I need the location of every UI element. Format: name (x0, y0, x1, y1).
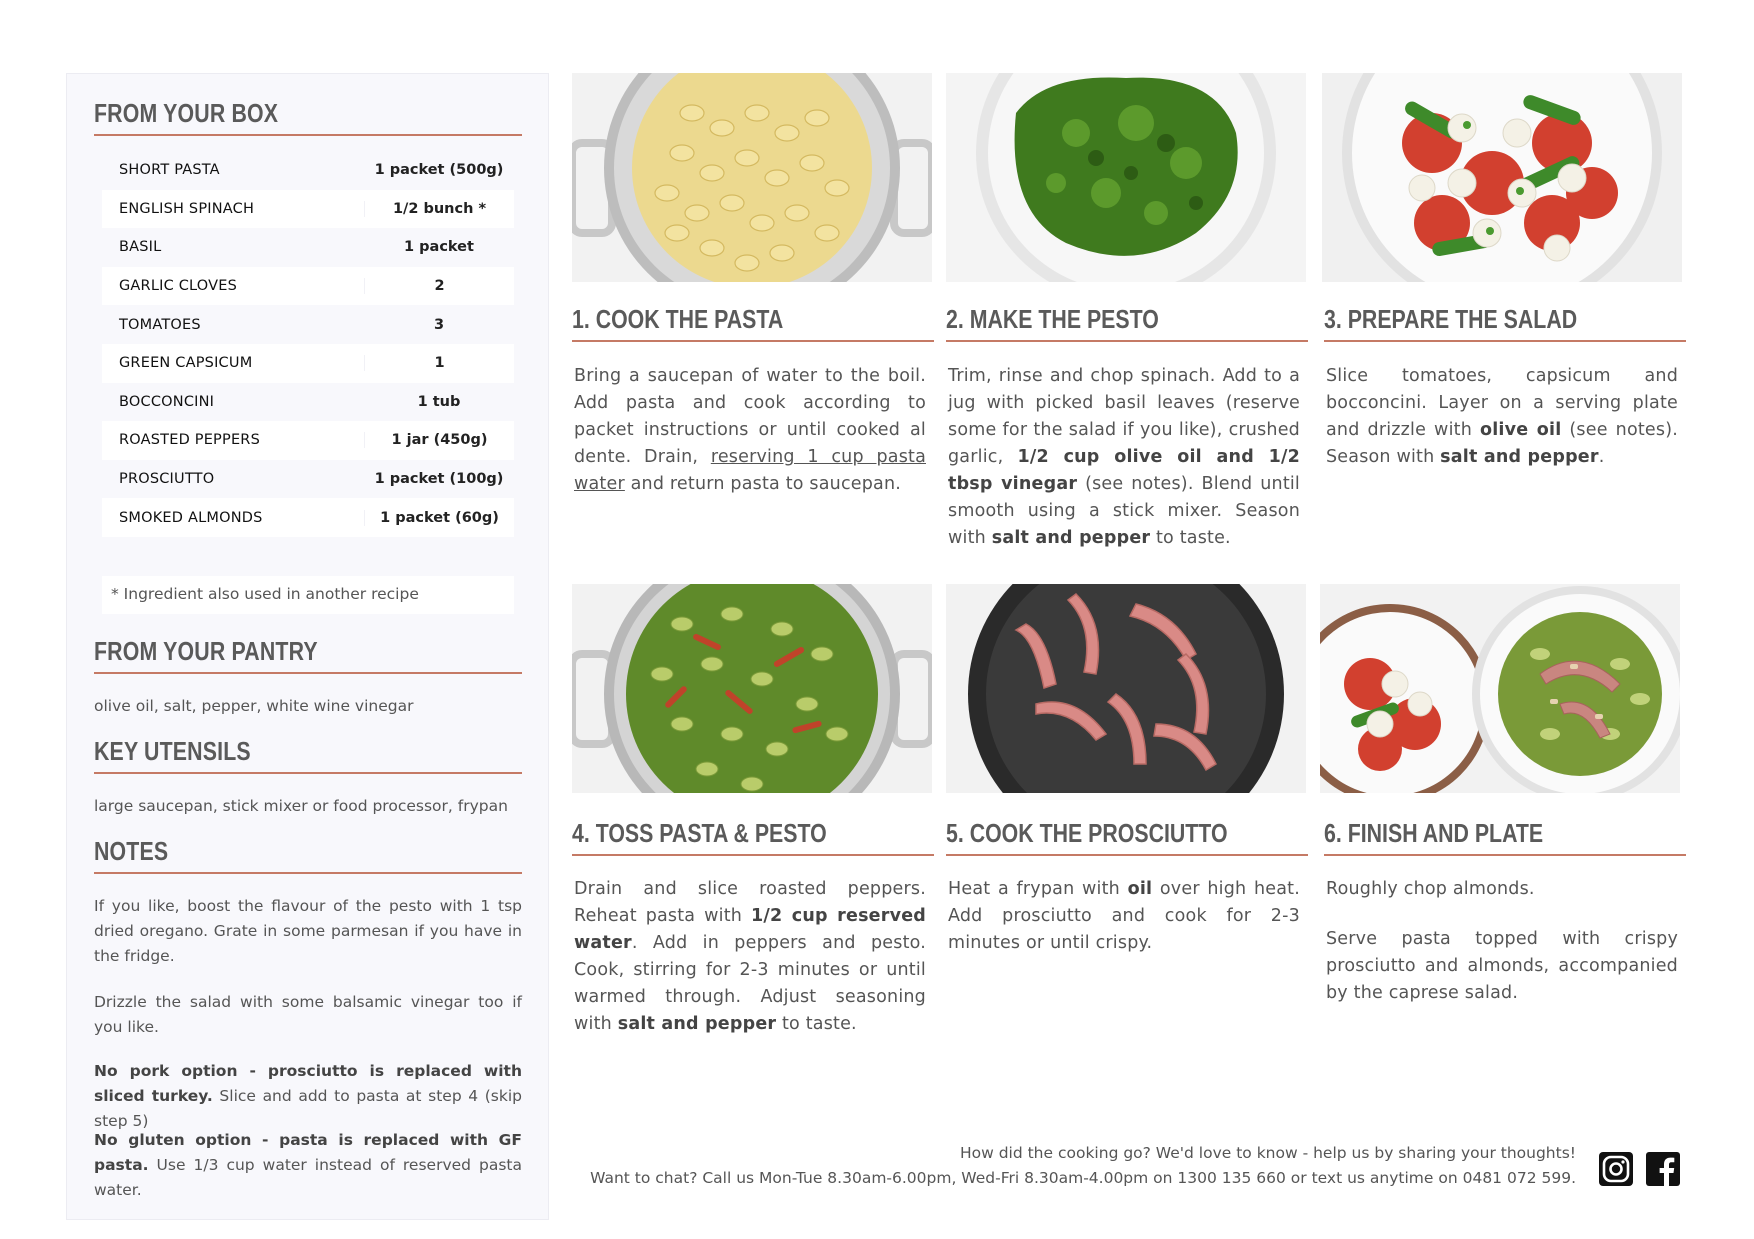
contact-info: Want to chat? Call us Mon-Tue 8.30am-6.00pm, Wed-Fri 8.30am-4.00pm on 1300 135 660 or text us anytime on 0481 072 599. (590, 1169, 1576, 1187)
step-bold-text: 1/2 cup olive oil and 1/2 tbsp vinegar (948, 447, 1300, 494)
step-bold-text: salt and pepper (617, 1014, 777, 1034)
pantry-heading: FROM YOUR PANTRY (94, 636, 318, 666)
step-text: over high heat. Add prosciutto and cook for 2-3 minutes or until crispy. (948, 879, 1300, 953)
pasta-pesto-pot-image (572, 584, 932, 793)
step-1-photo (572, 73, 932, 282)
pantry-list: olive oil, salt, pepper, white wine vinegar (94, 697, 414, 715)
note-paragraph (94, 1128, 522, 1203)
step-5-title: 5. COOK THE PROSCIUTTO (946, 818, 1228, 848)
step-bold-text: salt and pepper (991, 528, 1151, 548)
step-3-title: 3. PREPARE THE SALAD (1324, 304, 1578, 334)
step-text: to taste. (1150, 528, 1231, 548)
step-text: (see notes). Blend until smooth using a stick mixer. Season with (948, 474, 1300, 548)
ingredient-qty: 1 (364, 355, 514, 371)
note-paragraph (94, 1059, 522, 1134)
step-5-text (948, 876, 1300, 957)
step-3-text (1326, 363, 1678, 471)
step-bold-text: salt and pepper (1440, 447, 1599, 467)
note-paragraph: If you like, boost the flavour of the pesto with 1 tsp dried oregano. Grate in some parmesan if you have in the fridge. (94, 897, 522, 965)
step-bold-text: olive oil (1479, 420, 1562, 440)
step-1-title: 1. COOK THE PASTA (572, 304, 784, 334)
ingredient-qty: 1/2 bunch * (364, 201, 514, 217)
step-6-title: 6. FINISH AND PLATE (1324, 818, 1544, 848)
ingredient-qty: 1 packet (60g) (364, 510, 514, 526)
table-row (102, 421, 514, 460)
pesto-in-bowl-image (946, 73, 1306, 282)
note-paragraph: Drizzle the salad with some balsamic vinegar too if you like. (94, 993, 522, 1036)
instagram-icon[interactable] (1598, 1151, 1634, 1187)
step-6-photo (1320, 584, 1680, 793)
ingredient-qty: 1 tub (417, 393, 461, 410)
table-row (102, 383, 514, 422)
step-paragraph: Roughly chop almonds. (1326, 879, 1535, 899)
table-row (102, 460, 514, 499)
note-bold-text: No gluten option - pasta is replaced with GF pasta. (94, 1131, 522, 1174)
step-1-text (574, 363, 926, 498)
ingredient-qty: 2 (364, 278, 514, 294)
step-divider (1324, 854, 1686, 856)
step-3-photo (1322, 73, 1682, 282)
note-text: Use 1/3 cup water instead of reserved pasta water. (94, 1156, 522, 1199)
step-4-title: 4. TOSS PASTA & PESTO (572, 818, 827, 848)
step-paragraph: Serve pasta topped with crispy prosciutto and almonds, accompanied by the caprese salad. (1326, 929, 1678, 1003)
utensils-heading: KEY UTENSILS (94, 736, 251, 766)
table-row (102, 305, 514, 344)
heading-divider (94, 672, 522, 674)
ingredient-qty: 1 packet (404, 239, 474, 256)
step-text: Drain and slice roasted peppers. Reheat pasta with (574, 879, 926, 926)
step-4-text (574, 876, 926, 1038)
step-text: Slice tomatoes, capsicum and bocconcini. Layer on a serving plate and drizzle with (1326, 366, 1678, 440)
ingredient-footnote: * Ingredient also used in another recipe (102, 576, 514, 614)
ingredient-qty: 1 jar (450g) (364, 432, 514, 448)
ingredient-name: TOMATOES (119, 316, 201, 333)
step-text: Trim, rinse and chop spinach. Add to a jug with picked basil leaves (reserve some for the salad if you like), crushed garlic, (948, 366, 1300, 467)
prosciutto-in-frypan-image (946, 584, 1306, 793)
ingredients-table (102, 151, 514, 537)
heading-divider (94, 872, 522, 874)
note-bold-text: No pork option - prosciutto is replaced with sliced turkey. (94, 1062, 522, 1105)
ingredient-name: GARLIC CLOVES (119, 278, 238, 295)
step-divider (572, 340, 934, 342)
feedback-prompt: How did the cooking go? We'd love to know - help us by sharing your thoughts! (959, 1144, 1576, 1162)
ingredient-name: SHORT PASTA (119, 162, 220, 179)
ingredient-name: GREEN CAPSICUM (119, 355, 253, 372)
step-2-photo (946, 73, 1306, 282)
pasta-in-colander-image (572, 73, 932, 282)
step-divider (946, 340, 1308, 342)
ingredient-name: SMOKED ALMONDS (119, 509, 263, 526)
table-row (102, 228, 514, 267)
ingredients-sidebar (66, 73, 549, 1220)
ingredient-qty: 3 (433, 316, 445, 333)
ingredient-name: ROASTED PEPPERS (119, 432, 260, 449)
ingredient-qty: 1 packet (500g) (374, 162, 504, 179)
step-bold-text: 1/2 cup reserved water (574, 906, 926, 953)
step-divider (946, 854, 1308, 856)
heading-divider (94, 134, 522, 136)
ingredient-name: PROSCIUTTO (119, 471, 215, 488)
step-text: Bring a saucepan of water to the boil. Add pasta and cook according to packet instructions or until cooked al dente. Drain, (574, 366, 926, 467)
ingredient-qty: 1 packet (100g) (374, 471, 504, 488)
step-2-title: 2. MAKE THE PESTO (946, 304, 1159, 334)
heading-divider (94, 772, 522, 774)
step-text: (see notes). Season with (1326, 420, 1679, 467)
utensils-list: large saucepan, stick mixer or food processor, frypan (94, 797, 508, 815)
ingredient-name: ENGLISH SPINACH (119, 200, 255, 217)
table-row (102, 151, 514, 190)
step-divider (1324, 340, 1686, 342)
table-row (102, 190, 514, 229)
table-row (102, 498, 514, 537)
step-underlined-text: reserving 1 cup pasta water (574, 447, 926, 494)
step-text: to taste. (776, 1014, 857, 1034)
table-row (102, 344, 514, 383)
step-bold-text: oil (1127, 879, 1153, 899)
table-row (102, 267, 514, 306)
step-divider (572, 854, 934, 856)
step-4-photo (572, 584, 932, 793)
step-6-text (1326, 876, 1678, 1007)
step-text: . Add in peppers and pesto. Cook, stirring for 2-3 minutes or until warmed through. Adjust seasoning with (574, 933, 926, 1034)
notes-heading: NOTES (94, 836, 169, 866)
step-5-photo (946, 584, 1306, 793)
facebook-icon[interactable] (1645, 1151, 1681, 1187)
step-2-text (948, 363, 1300, 552)
from-your-box-heading: FROM YOUR BOX (94, 98, 279, 128)
step-text: Heat a frypan with (948, 879, 1128, 899)
step-text: . (1598, 447, 1605, 467)
ingredient-name: BOCCONCINI (119, 393, 215, 410)
note-text: Slice and add to pasta at step 4 (skip step 5) (94, 1087, 523, 1130)
plated-pasta-and-salad-image (1320, 584, 1680, 793)
caprese-salad-image (1322, 73, 1682, 282)
step-text: and return pasta to saucepan. (624, 474, 902, 494)
ingredient-name: BASIL (119, 239, 162, 256)
